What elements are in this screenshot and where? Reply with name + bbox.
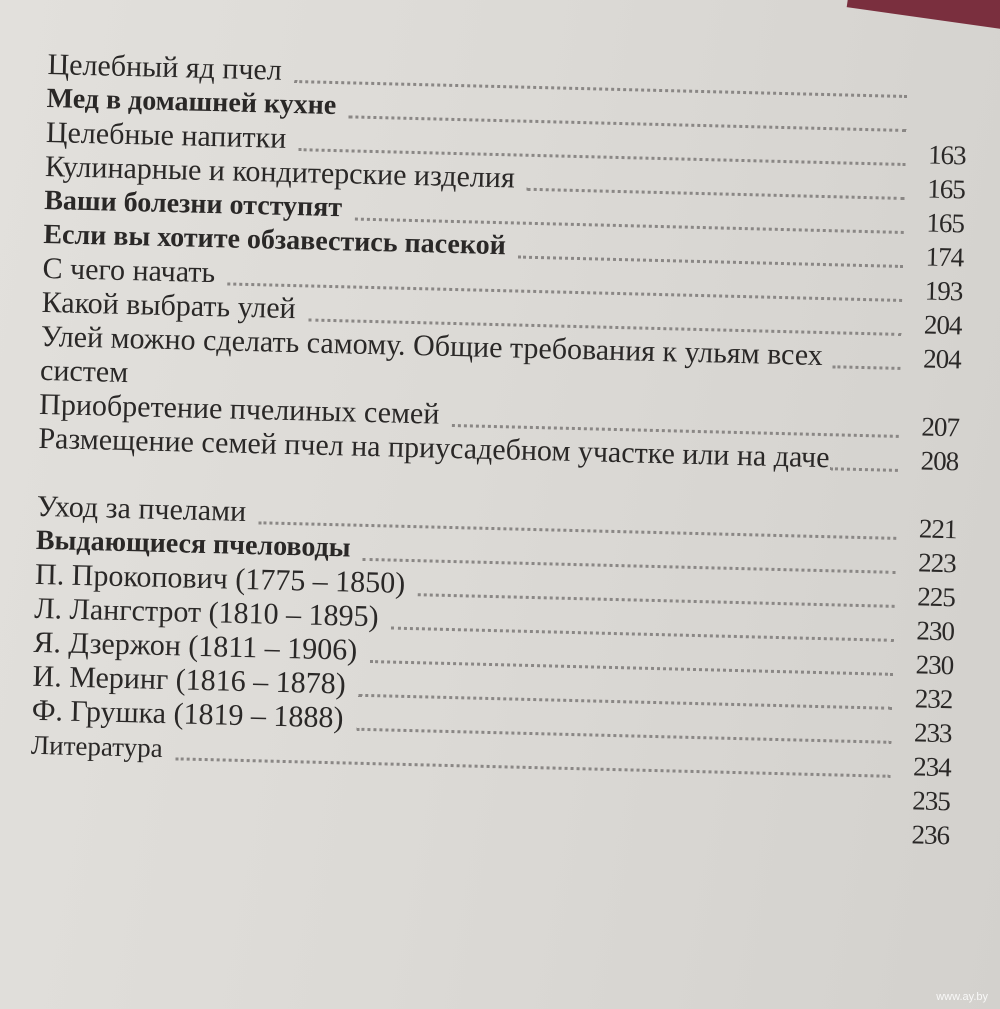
toc-entry-page: 236	[911, 819, 950, 851]
toc-entry-page: 163	[927, 139, 967, 171]
toc-entry-page: 234	[912, 751, 952, 783]
toc-entry-title: Я. Дзержон (1811 – 1906)	[33, 625, 358, 667]
toc-entry-title: Ваши болезни отступят	[43, 184, 343, 224]
toc-entry-page: 223	[917, 547, 957, 579]
toc-entry-title: Целебный яд пчел	[47, 48, 283, 87]
dot-leader	[832, 339, 901, 370]
toc-entry-page: 204	[923, 309, 962, 341]
toc-entry-page: 225	[916, 581, 956, 613]
toc-entry-title: Ф. Грушка (1819 – 1888)	[31, 693, 344, 735]
table-of-contents	[29, 48, 968, 852]
toc-entry-page: 233	[913, 717, 952, 749]
toc-entry-page: 230	[916, 615, 955, 647]
toc-entry-title: Л. Лангстрот (1810 – 1895)	[33, 591, 379, 634]
toc-entry-title: Приобретение пчелиных семей	[38, 387, 440, 431]
toc-entry-page: 230	[915, 649, 954, 681]
toc-entry-page: 165	[926, 207, 965, 239]
toc-entry-title: Мед в домашней кухне	[46, 82, 337, 122]
toc-entry-page: 221	[918, 513, 957, 545]
toc-entry-title: П. Прокопович (1775 – 1850)	[34, 557, 406, 600]
toc-entry-page: 235	[912, 785, 951, 817]
toc-entry-page: 232	[914, 683, 953, 715]
toc-entry-title: И. Меринг (1816 – 1878)	[32, 659, 347, 701]
toc-entry-page: 207	[921, 411, 960, 443]
book-cover-corner	[847, 0, 1000, 32]
toc-entry-page: 165	[926, 173, 966, 205]
watermark: www.ay.by	[936, 991, 988, 1003]
toc-entry-page: 193	[924, 275, 963, 307]
toc-entry-title: Целебные напитки	[45, 115, 287, 155]
toc-entry-title: С чего начать	[42, 251, 216, 290]
toc-entry-title: Литература	[30, 729, 164, 764]
toc-entry-title: Если вы хотите обзавестись пасекой	[43, 218, 507, 262]
toc-entry-title: Какой выбрать улей	[41, 285, 297, 326]
toc-entry-title: Размещение семей пчел на приусадебном участке или на даче	[38, 421, 830, 475]
toc-entry-page: 174	[925, 241, 964, 273]
toc-entry-page: 204	[922, 343, 962, 375]
toc-entry-title: Выдающиеся пчеловоды	[35, 524, 351, 564]
toc-entry-title: Уход за пчелами	[36, 489, 247, 528]
dot-leader	[830, 441, 899, 472]
toc-entry-title: Улей можно сделать самому. Общие требования к ульям всех систем	[39, 319, 824, 390]
toc-entry-page: 208	[920, 445, 959, 477]
toc-entry-title: Кулинарные и кондитерские изделия	[44, 149, 516, 195]
